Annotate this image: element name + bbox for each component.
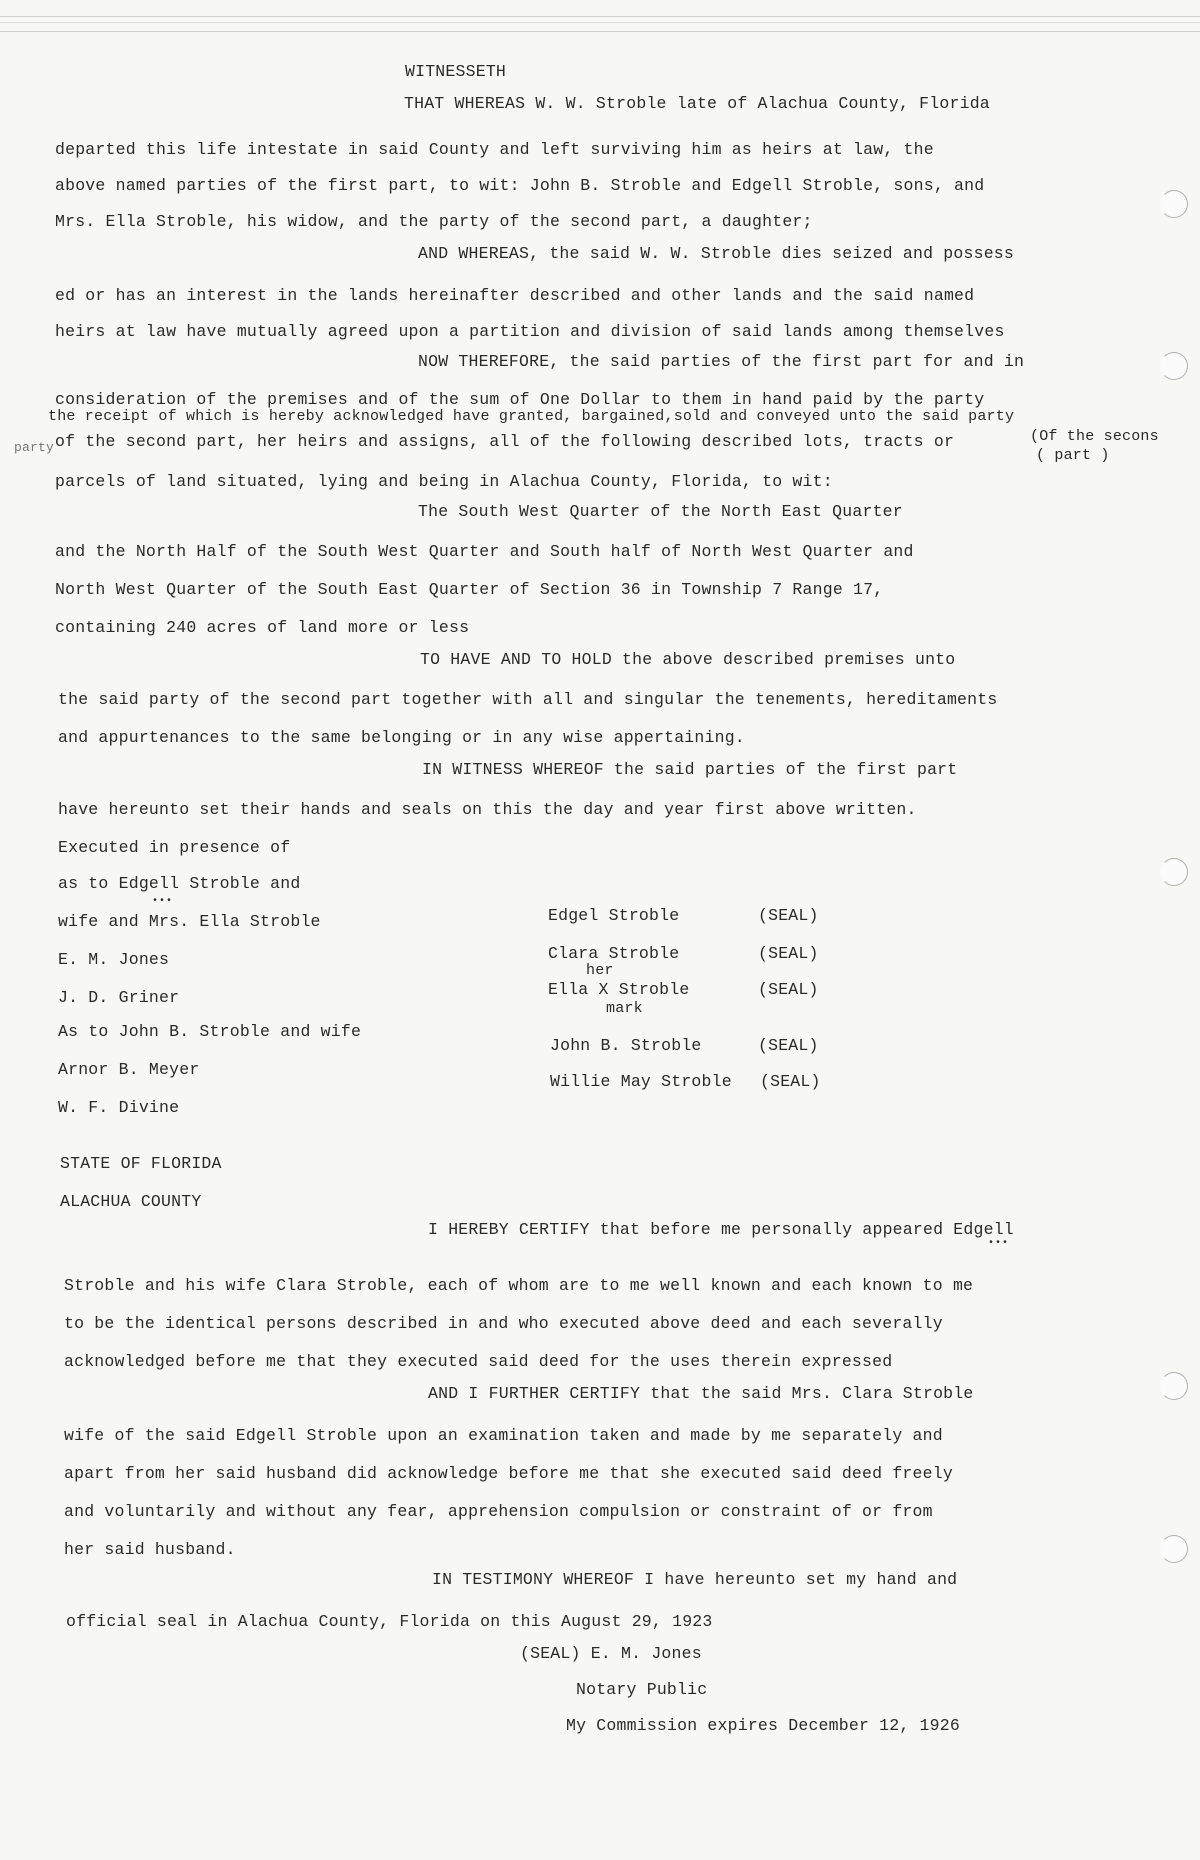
- cert-c3-line-2: official seal in Alachua County, Florida on this August 29, 1923: [66, 1612, 713, 1631]
- punch-hole-3: [1160, 858, 1188, 886]
- habendum-line-3: and appurtenances to the same belonging or in any wise appertaining.: [58, 728, 745, 747]
- margin-note-left: party: [14, 440, 55, 455]
- cert-c2-line-2: wife of the said Edgell Stroble upon an examination taken and made by me separately and: [64, 1426, 943, 1445]
- p3-line-4: of the second part, her heirs and assigns, all of the following described lots, tracts or: [55, 432, 955, 451]
- witness-line-2: have hereunto set their hands and seals on this the day and year first above written.: [58, 800, 917, 819]
- p3-line-1: NOW THEREFORE, the said parties of the first part for and in: [418, 352, 1025, 371]
- cert-c2-line-4: and voluntarily and without any fear, apprehension compulsion or constraint of or from: [64, 1502, 933, 1521]
- margin-note-right-2: ( part ): [1036, 447, 1110, 464]
- p2-line-3: heirs at law have mutually agreed upon a partition and division of said lands among themselves: [55, 322, 1005, 341]
- signer-name: Edgel Stroble: [548, 906, 680, 925]
- cert-state: STATE OF FLORIDA: [60, 1154, 222, 1173]
- witness-list-5: As to John B. Stroble and wife: [58, 1022, 362, 1041]
- cert-c1-line-4: acknowledged before me that they executed said deed for the uses therein expressed: [64, 1352, 893, 1371]
- punch-hole-2: [1160, 352, 1188, 380]
- signer-seal: (SEAL): [758, 944, 819, 963]
- cert-c1-line-1: I HEREBY CERTIFY that before me personally appeared Edgell: [428, 1220, 1014, 1239]
- cert-c2-line-5: her said husband.: [64, 1540, 236, 1559]
- land-line-1: The South West Quarter of the North East Quarter: [418, 502, 903, 521]
- notary-title: Notary Public: [576, 1680, 708, 1699]
- witness-list-3: E. M. Jones: [58, 950, 170, 969]
- land-line-3: North West Quarter of the South East Quarter of Section 36 in Township 7 Range 17,: [55, 580, 884, 599]
- p2-line-2: ed or has an interest in the lands hereinafter described and other lands and the said named: [55, 286, 975, 305]
- signer-name: John B. Stroble: [550, 1036, 702, 1055]
- notary-commission: My Commission expires December 12, 1926: [566, 1716, 960, 1735]
- land-line-2: and the North Half of the South West Quarter and South half of North West Quarter and: [55, 542, 914, 561]
- p1-line-2: departed this life intestate in said County and left surviving him as heirs at law, the: [55, 140, 934, 159]
- ditto-dots: •••: [988, 1238, 1010, 1249]
- signer-seal: (SEAL): [760, 1072, 821, 1091]
- top-border-rule: [0, 16, 1200, 32]
- punch-hole-1: [1160, 190, 1188, 218]
- land-line-4: containing 240 acres of land more or less: [55, 618, 470, 637]
- ditto-dots: •••: [152, 896, 174, 907]
- witness-list-2: wife and Mrs. Ella Stroble: [58, 912, 321, 931]
- habendum-line-1: TO HAVE AND TO HOLD the above described premises unto: [420, 650, 956, 669]
- signer-seal: (SEAL): [758, 1036, 819, 1055]
- signer-seal: (SEAL): [758, 906, 819, 925]
- margin-note-right-1: (Of the secons: [1030, 428, 1159, 445]
- notary-signature: (SEAL) E. M. Jones: [520, 1644, 702, 1663]
- p1-line-1: THAT WHEREAS W. W. Stroble late of Alachua County, Florida: [404, 94, 990, 113]
- signer-mark-above: her: [586, 962, 614, 979]
- p1-line-3: above named parties of the first part, to wit: John B. Stroble and Edgell Stroble, sons, and: [55, 176, 985, 195]
- p2-line-1: AND WHEREAS, the said W. W. Stroble dies seized and possess: [418, 244, 1014, 263]
- witness-list-7: W. F. Divine: [58, 1098, 180, 1117]
- cert-county: ALACHUA COUNTY: [60, 1192, 202, 1211]
- punch-hole-5: [1160, 1535, 1188, 1563]
- witness-list-4: J. D. Griner: [58, 988, 180, 1007]
- witness-line-1: IN WITNESS WHEREOF the said parties of the first part: [422, 760, 958, 779]
- cert-c2-line-3: apart from her said husband did acknowledge before me that she executed said deed freely: [64, 1464, 953, 1483]
- p3-line-2: consideration of the premises and of the sum of One Dollar to them in hand paid by the party: [55, 390, 985, 409]
- punch-hole-4: [1160, 1372, 1188, 1400]
- signer-seal: (SEAL): [758, 980, 819, 999]
- signer-name: Ella X Stroble: [548, 980, 690, 999]
- witness-list-1: as to Edgell Stroble and: [58, 874, 301, 893]
- p3-line-5: parcels of land situated, lying and being in Alachua County, Florida, to wit:: [55, 472, 833, 491]
- signer-name: Willie May Stroble: [550, 1072, 732, 1091]
- cert-c3-line-1: IN TESTIMONY WHEREOF I have hereunto set my hand and: [432, 1570, 958, 1589]
- p1-line-4: Mrs. Ella Stroble, his widow, and the party of the second part, a daughter;: [55, 212, 813, 231]
- witness-list-0: Executed in presence of: [58, 838, 291, 857]
- witness-list-6: Arnor B. Meyer: [58, 1060, 200, 1079]
- habendum-line-2: the said party of the second part together with all and singular the tenements, hereditaments: [58, 690, 998, 709]
- cert-c1-line-3: to be the identical persons described in and who executed above deed and each severally: [64, 1314, 943, 1333]
- cert-c1-line-2: Stroble and his wife Clara Stroble, each of whom are to me well known and each known to me: [64, 1276, 974, 1295]
- p3-line-3-interlineation: the receipt of which is hereby acknowledged have granted, bargained,sold and conveyed unto the said party: [48, 408, 1015, 425]
- heading-witnesseth: WITNESSETH: [405, 62, 507, 81]
- signer-mark-below: mark: [606, 1000, 643, 1017]
- cert-c2-line-1: AND I FURTHER CERTIFY that the said Mrs. Clara Stroble: [428, 1384, 974, 1403]
- signer-name: Clara Stroble: [548, 944, 680, 963]
